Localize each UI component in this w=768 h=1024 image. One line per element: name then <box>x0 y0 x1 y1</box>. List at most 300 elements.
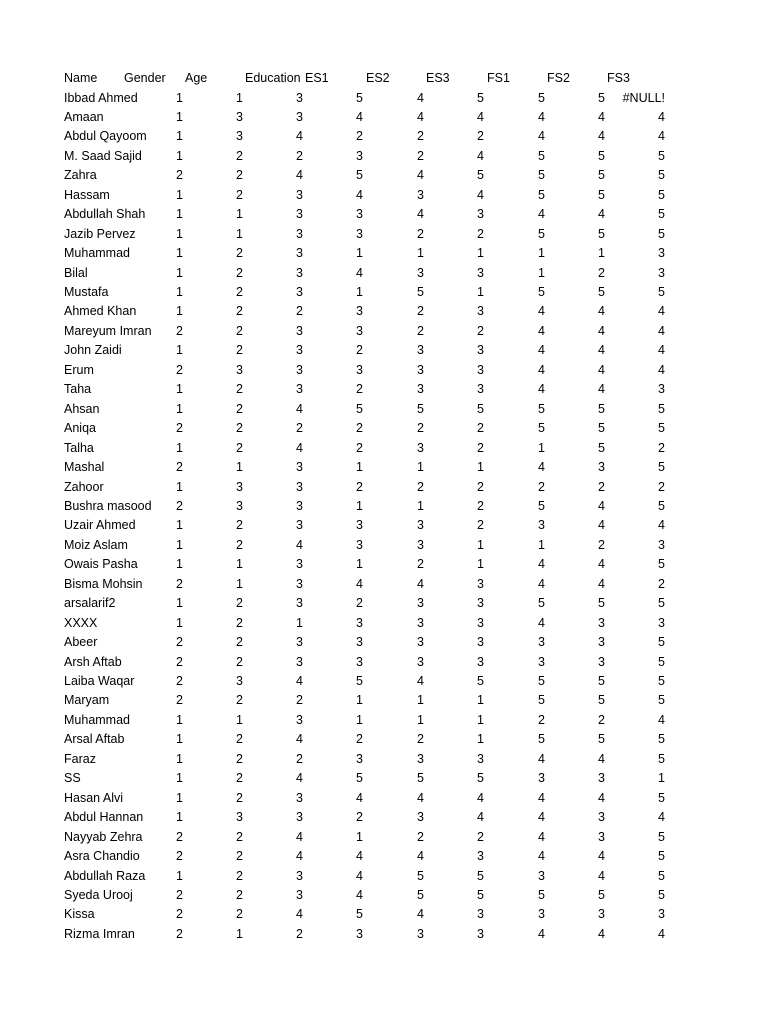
cell-gender[interactable]: 1 <box>176 596 183 611</box>
cell-es2[interactable]: 3 <box>417 810 424 825</box>
cell-education[interactable]: 4 <box>296 907 303 922</box>
cell-age[interactable]: 2 <box>236 421 243 436</box>
cell-es3[interactable]: 3 <box>477 635 484 650</box>
cell-es1[interactable]: 1 <box>356 498 363 513</box>
cell-es3[interactable]: 1 <box>477 693 484 708</box>
cell-es2[interactable]: 3 <box>417 654 424 669</box>
cell-fs3[interactable]: 5 <box>658 693 665 708</box>
cell-es1[interactable]: 3 <box>356 148 363 163</box>
cell-es2[interactable]: 5 <box>417 285 424 299</box>
cell-education[interactable]: 3 <box>296 635 303 650</box>
cell-gender[interactable]: 1 <box>176 771 183 786</box>
cell-es1[interactable]: 3 <box>356 226 363 241</box>
cell-name[interactable]: Mashal <box>64 460 105 475</box>
cell-education[interactable]: 3 <box>296 246 303 261</box>
cell-education[interactable]: 2 <box>296 693 303 708</box>
cell-fs1[interactable]: 3 <box>538 771 545 786</box>
cell-es2[interactable]: 2 <box>417 304 424 319</box>
cell-name[interactable]: Ibbad Ahmed <box>64 90 138 105</box>
cell-age[interactable]: 2 <box>236 693 243 708</box>
cell-age[interactable]: 2 <box>236 887 243 902</box>
cell-es3[interactable]: 2 <box>477 226 484 241</box>
cell-fs3[interactable]: 5 <box>658 829 665 844</box>
cell-fs2[interactable]: 5 <box>598 187 605 202</box>
cell-gender[interactable]: 1 <box>176 265 183 280</box>
cell-gender[interactable]: 1 <box>176 868 183 883</box>
cell-name[interactable]: Bushra masood <box>64 498 152 513</box>
cell-name[interactable]: Zahoor <box>64 479 104 494</box>
cell-es3[interactable]: 5 <box>477 401 484 416</box>
cell-es3[interactable]: 1 <box>477 246 484 261</box>
cell-fs1[interactable]: 3 <box>538 518 545 533</box>
cell-name[interactable]: Abdullah Shah <box>64 207 146 222</box>
cell-fs3[interactable]: 4 <box>658 518 665 533</box>
cell-age[interactable]: 2 <box>236 304 243 319</box>
cell-es3[interactable]: 3 <box>477 907 484 922</box>
cell-name[interactable]: arsalarif2 <box>64 596 116 611</box>
cell-es1[interactable]: 1 <box>356 557 363 572</box>
cell-fs1[interactable]: 4 <box>538 576 545 591</box>
cell-fs1[interactable]: 5 <box>538 90 545 105</box>
cell-gender[interactable]: 2 <box>176 168 183 183</box>
cell-age[interactable]: 2 <box>236 771 243 786</box>
cell-fs3[interactable]: 2 <box>658 576 665 591</box>
header-cell-age[interactable]: Age <box>185 71 208 85</box>
cell-name[interactable]: Abdul Hannan <box>64 810 144 825</box>
cell-es1[interactable]: 1 <box>356 246 363 261</box>
cell-education[interactable]: 1 <box>296 615 303 630</box>
cell-fs2[interactable]: 4 <box>598 382 605 397</box>
cell-es1[interactable]: 1 <box>356 693 363 708</box>
cell-fs2[interactable]: 5 <box>598 887 605 902</box>
cell-es3[interactable]: 5 <box>477 868 484 883</box>
cell-education[interactable]: 3 <box>296 207 303 222</box>
cell-gender[interactable]: 2 <box>176 498 183 513</box>
cell-es3[interactable]: 3 <box>477 304 484 319</box>
cell-es2[interactable]: 2 <box>417 226 424 241</box>
cell-es2[interactable]: 2 <box>417 129 424 144</box>
header-cell-education[interactable]: Education <box>245 71 301 85</box>
cell-education[interactable]: 3 <box>296 790 303 805</box>
cell-fs2[interactable]: 2 <box>598 712 605 727</box>
cell-fs1[interactable]: 5 <box>538 693 545 708</box>
cell-fs1[interactable]: 5 <box>538 168 545 183</box>
cell-education[interactable]: 3 <box>296 576 303 591</box>
cell-es2[interactable]: 2 <box>417 829 424 844</box>
cell-es3[interactable]: 2 <box>477 440 484 455</box>
cell-fs2[interactable]: 3 <box>598 635 605 650</box>
cell-es2[interactable]: 3 <box>417 635 424 650</box>
cell-name[interactable]: Jazib Pervez <box>64 226 136 241</box>
cell-es2[interactable]: 4 <box>417 849 424 864</box>
cell-es1[interactable]: 4 <box>356 868 363 883</box>
cell-age[interactable]: 2 <box>236 285 243 299</box>
header-cell-es3[interactable]: ES3 <box>426 71 450 85</box>
cell-es2[interactable]: 4 <box>417 90 424 105</box>
cell-name[interactable]: Arsal Aftab <box>64 732 125 747</box>
cell-education[interactable]: 3 <box>296 868 303 883</box>
cell-gender[interactable]: 1 <box>176 148 183 163</box>
cell-name[interactable]: XXXX <box>64 615 98 630</box>
cell-age[interactable]: 2 <box>236 440 243 455</box>
cell-fs1[interactable]: 4 <box>538 849 545 864</box>
cell-es3[interactable]: 3 <box>477 362 484 377</box>
cell-es2[interactable]: 4 <box>417 674 424 688</box>
cell-fs2[interactable]: 5 <box>598 90 605 105</box>
cell-es1[interactable]: 4 <box>356 849 363 864</box>
cell-fs2[interactable]: 2 <box>598 479 605 494</box>
cell-fs2[interactable]: 3 <box>598 654 605 669</box>
cell-gender[interactable]: 1 <box>176 479 183 494</box>
cell-gender[interactable]: 1 <box>176 246 183 261</box>
cell-fs3[interactable]: 4 <box>658 343 665 358</box>
cell-es1[interactable]: 1 <box>356 712 363 727</box>
cell-fs3[interactable]: 4 <box>658 926 665 941</box>
cell-es1[interactable]: 3 <box>356 751 363 766</box>
cell-gender[interactable]: 1 <box>176 285 183 299</box>
cell-gender[interactable]: 1 <box>176 343 183 358</box>
cell-fs2[interactable]: 5 <box>598 401 605 416</box>
cell-age[interactable]: 1 <box>236 926 243 941</box>
cell-gender[interactable]: 2 <box>176 849 183 864</box>
cell-gender[interactable]: 2 <box>176 576 183 591</box>
cell-education[interactable]: 3 <box>296 285 303 299</box>
cell-education[interactable]: 2 <box>296 304 303 319</box>
cell-es3[interactable]: 2 <box>477 829 484 844</box>
cell-age[interactable]: 2 <box>236 849 243 864</box>
cell-es1[interactable]: 3 <box>356 654 363 669</box>
cell-fs2[interactable]: 2 <box>598 537 605 552</box>
cell-fs2[interactable]: 5 <box>598 693 605 708</box>
cell-name[interactable]: Taha <box>64 382 92 397</box>
cell-age[interactable]: 2 <box>236 868 243 883</box>
cell-name[interactable]: Zahra <box>64 168 97 183</box>
cell-es3[interactable]: 2 <box>477 498 484 513</box>
header-cell-gender[interactable]: Gender <box>124 71 166 85</box>
cell-age[interactable]: 3 <box>236 810 243 825</box>
cell-fs3[interactable]: 5 <box>658 285 665 299</box>
cell-education[interactable]: 4 <box>296 168 303 183</box>
cell-fs2[interactable]: 4 <box>598 751 605 766</box>
cell-es1[interactable]: 5 <box>356 674 363 688</box>
cell-fs1[interactable]: 5 <box>538 674 545 688</box>
cell-es1[interactable]: 3 <box>356 362 363 377</box>
cell-education[interactable]: 2 <box>296 421 303 436</box>
cell-age[interactable]: 2 <box>236 790 243 805</box>
cell-gender[interactable]: 1 <box>176 751 183 766</box>
cell-es2[interactable]: 3 <box>417 265 424 280</box>
cell-fs3[interactable]: 5 <box>658 887 665 902</box>
cell-fs3[interactable]: 3 <box>658 382 665 397</box>
cell-gender[interactable]: 1 <box>176 382 183 397</box>
cell-es2[interactable]: 2 <box>417 479 424 494</box>
cell-education[interactable]: 3 <box>296 343 303 358</box>
cell-age[interactable]: 2 <box>236 732 243 747</box>
cell-name[interactable]: John Zaidi <box>64 343 122 358</box>
cell-fs2[interactable]: 3 <box>598 615 605 630</box>
cell-es2[interactable]: 2 <box>417 323 424 338</box>
cell-es2[interactable]: 4 <box>417 790 424 805</box>
cell-age[interactable]: 2 <box>236 907 243 922</box>
cell-age[interactable]: 2 <box>236 654 243 669</box>
cell-fs2[interactable]: 4 <box>598 343 605 358</box>
cell-education[interactable]: 4 <box>296 440 303 455</box>
cell-fs3[interactable]: 5 <box>658 596 665 611</box>
cell-name[interactable]: Mareyum Imran <box>64 323 152 338</box>
cell-es3[interactable]: 4 <box>477 109 484 124</box>
cell-name[interactable]: Ahmed Khan <box>64 304 137 319</box>
cell-gender[interactable]: 1 <box>176 304 183 319</box>
cell-age[interactable]: 1 <box>236 460 243 475</box>
cell-age[interactable]: 2 <box>236 829 243 844</box>
cell-name[interactable]: Moiz Aslam <box>64 537 128 552</box>
cell-age[interactable]: 2 <box>236 246 243 261</box>
cell-fs1[interactable]: 2 <box>538 479 545 494</box>
cell-fs1[interactable]: 4 <box>538 829 545 844</box>
cell-education[interactable]: 3 <box>296 460 303 475</box>
cell-es2[interactable]: 5 <box>417 868 424 883</box>
cell-fs3[interactable]: 5 <box>658 751 665 766</box>
cell-es1[interactable]: 3 <box>356 926 363 941</box>
cell-name[interactable]: Aniqa <box>64 421 96 436</box>
cell-es3[interactable]: 2 <box>477 323 484 338</box>
cell-age[interactable]: 2 <box>236 323 243 338</box>
cell-gender[interactable]: 2 <box>176 926 183 941</box>
cell-es3[interactable]: 3 <box>477 343 484 358</box>
cell-es2[interactable]: 1 <box>417 498 424 513</box>
cell-gender[interactable]: 2 <box>176 693 183 708</box>
cell-fs1[interactable]: 2 <box>538 712 545 727</box>
cell-es2[interactable]: 2 <box>417 732 424 747</box>
cell-fs1[interactable]: 5 <box>538 421 545 436</box>
cell-es1[interactable]: 2 <box>356 382 363 397</box>
header-cell-fs3[interactable]: FS3 <box>607 71 630 85</box>
cell-es2[interactable]: 3 <box>417 596 424 611</box>
cell-fs1[interactable]: 5 <box>538 401 545 416</box>
cell-es3[interactable]: 3 <box>477 849 484 864</box>
cell-fs3[interactable]: 3 <box>658 246 665 261</box>
cell-gender[interactable]: 2 <box>176 635 183 650</box>
cell-fs1[interactable]: 5 <box>538 732 545 747</box>
cell-name[interactable]: Amaan <box>64 109 104 124</box>
cell-age[interactable]: 1 <box>236 712 243 727</box>
cell-es2[interactable]: 1 <box>417 712 424 727</box>
cell-es1[interactable]: 1 <box>356 460 363 475</box>
cell-fs3[interactable]: 4 <box>658 109 665 124</box>
cell-es1[interactable]: 4 <box>356 265 363 280</box>
cell-fs3[interactable]: 5 <box>658 226 665 241</box>
cell-fs3[interactable]: 5 <box>658 421 665 436</box>
cell-name[interactable]: Arsh Aftab <box>64 654 122 669</box>
cell-fs1[interactable]: 3 <box>538 654 545 669</box>
cell-fs1[interactable]: 1 <box>538 440 545 455</box>
cell-age[interactable]: 1 <box>236 226 243 241</box>
cell-es1[interactable]: 2 <box>356 596 363 611</box>
cell-fs2[interactable]: 4 <box>598 362 605 377</box>
header-cell-name[interactable]: Name <box>64 71 98 85</box>
cell-fs2[interactable]: 4 <box>598 790 605 805</box>
cell-gender[interactable]: 1 <box>176 518 183 533</box>
cell-education[interactable]: 2 <box>296 926 303 941</box>
cell-es3[interactable]: 5 <box>477 168 484 183</box>
cell-gender[interactable]: 1 <box>176 440 183 455</box>
cell-education[interactable]: 2 <box>296 751 303 766</box>
cell-education[interactable]: 4 <box>296 732 303 747</box>
cell-es3[interactable]: 5 <box>477 887 484 902</box>
cell-name[interactable]: Muhammad <box>64 246 130 261</box>
cell-es1[interactable]: 4 <box>356 576 363 591</box>
cell-fs2[interactable]: 5 <box>598 421 605 436</box>
cell-fs2[interactable]: 4 <box>598 849 605 864</box>
cell-fs2[interactable]: 4 <box>598 557 605 572</box>
cell-age[interactable]: 2 <box>236 265 243 280</box>
cell-education[interactable]: 3 <box>296 323 303 338</box>
cell-fs2[interactable]: 5 <box>598 732 605 747</box>
cell-fs3[interactable]: 5 <box>658 635 665 650</box>
cell-age[interactable]: 1 <box>236 207 243 222</box>
cell-fs3[interactable]: 5 <box>658 557 665 572</box>
cell-gender[interactable]: 2 <box>176 674 183 688</box>
cell-age[interactable]: 2 <box>236 635 243 650</box>
cell-es2[interactable]: 4 <box>417 907 424 922</box>
cell-es2[interactable]: 3 <box>417 751 424 766</box>
cell-es1[interactable]: 3 <box>356 537 363 552</box>
cell-education[interactable]: 3 <box>296 226 303 241</box>
cell-name[interactable]: SS <box>64 771 81 786</box>
cell-es3[interactable]: 5 <box>477 771 484 786</box>
cell-fs3[interactable]: 5 <box>658 654 665 669</box>
cell-es3[interactable]: 3 <box>477 615 484 630</box>
cell-es1[interactable]: 4 <box>356 887 363 902</box>
cell-es1[interactable]: 4 <box>356 187 363 202</box>
cell-fs2[interactable]: 4 <box>598 868 605 883</box>
cell-es1[interactable]: 2 <box>356 732 363 747</box>
cell-fs1[interactable]: 1 <box>538 265 545 280</box>
cell-age[interactable]: 1 <box>236 90 243 105</box>
cell-gender[interactable]: 1 <box>176 790 183 805</box>
cell-fs3[interactable]: 4 <box>658 810 665 825</box>
cell-fs1[interactable]: 4 <box>538 323 545 338</box>
cell-fs2[interactable]: 5 <box>598 168 605 183</box>
cell-fs2[interactable]: 4 <box>598 323 605 338</box>
cell-es2[interactable]: 3 <box>417 343 424 358</box>
cell-fs3[interactable]: 5 <box>658 674 665 688</box>
cell-es3[interactable]: 3 <box>477 576 484 591</box>
cell-fs1[interactable]: 5 <box>538 887 545 902</box>
cell-education[interactable]: 3 <box>296 518 303 533</box>
cell-fs1[interactable]: 4 <box>538 362 545 377</box>
cell-es2[interactable]: 4 <box>417 168 424 183</box>
cell-es3[interactable]: 5 <box>477 674 484 688</box>
cell-es3[interactable]: 3 <box>477 382 484 397</box>
cell-fs3[interactable]: 5 <box>658 849 665 864</box>
cell-education[interactable]: 3 <box>296 712 303 727</box>
cell-education[interactable]: 4 <box>296 829 303 844</box>
cell-es2[interactable]: 5 <box>417 771 424 786</box>
cell-education[interactable]: 4 <box>296 771 303 786</box>
cell-es2[interactable]: 4 <box>417 576 424 591</box>
cell-fs2[interactable]: 3 <box>598 907 605 922</box>
cell-fs2[interactable]: 4 <box>598 304 605 319</box>
cell-fs1[interactable]: 4 <box>538 790 545 805</box>
cell-es3[interactable]: 3 <box>477 596 484 611</box>
cell-fs3[interactable]: 3 <box>658 907 665 922</box>
cell-fs3[interactable]: 4 <box>658 712 665 727</box>
cell-es2[interactable]: 3 <box>417 382 424 397</box>
cell-fs3[interactable]: 5 <box>658 401 665 416</box>
cell-es3[interactable]: 2 <box>477 129 484 144</box>
cell-fs3[interactable]: 3 <box>658 537 665 552</box>
cell-fs1[interactable]: 5 <box>538 498 545 513</box>
cell-name[interactable]: Kissa <box>64 907 95 922</box>
cell-age[interactable]: 2 <box>236 518 243 533</box>
cell-gender[interactable]: 1 <box>176 207 183 222</box>
cell-es1[interactable]: 2 <box>356 129 363 144</box>
cell-education[interactable]: 3 <box>296 654 303 669</box>
cell-education[interactable]: 3 <box>296 109 303 124</box>
cell-es1[interactable]: 5 <box>356 907 363 922</box>
cell-gender[interactable]: 1 <box>176 615 183 630</box>
cell-age[interactable]: 3 <box>236 498 243 513</box>
cell-gender[interactable]: 1 <box>176 557 183 572</box>
cell-fs2[interactable]: 5 <box>598 440 605 455</box>
cell-es2[interactable]: 1 <box>417 693 424 708</box>
cell-fs1[interactable]: 4 <box>538 810 545 825</box>
cell-education[interactable]: 4 <box>296 674 303 688</box>
cell-name[interactable]: Abdul Qayoom <box>64 129 147 144</box>
cell-gender[interactable]: 1 <box>176 537 183 552</box>
cell-gender[interactable]: 2 <box>176 421 183 436</box>
cell-es3[interactable]: 2 <box>477 479 484 494</box>
cell-es2[interactable]: 2 <box>417 557 424 572</box>
cell-es1[interactable]: 2 <box>356 440 363 455</box>
cell-es2[interactable]: 3 <box>417 440 424 455</box>
cell-name[interactable]: Owais Pasha <box>64 557 138 572</box>
cell-fs2[interactable]: 4 <box>598 109 605 124</box>
cell-education[interactable]: 3 <box>296 187 303 202</box>
cell-fs1[interactable]: 3 <box>538 635 545 650</box>
cell-age[interactable]: 3 <box>236 674 243 688</box>
cell-name[interactable]: Abeer <box>64 635 98 650</box>
cell-fs1[interactable]: 4 <box>538 926 545 941</box>
cell-fs2[interactable]: 1 <box>598 246 605 261</box>
cell-es1[interactable]: 4 <box>356 790 363 805</box>
cell-fs3[interactable]: 4 <box>658 362 665 377</box>
cell-education[interactable]: 2 <box>296 148 303 163</box>
cell-es1[interactable]: 5 <box>356 401 363 416</box>
cell-gender[interactable]: 1 <box>176 810 183 825</box>
cell-gender[interactable]: 2 <box>176 907 183 922</box>
cell-education[interactable]: 3 <box>296 498 303 513</box>
cell-fs3[interactable]: 5 <box>658 460 665 475</box>
cell-es3[interactable]: 3 <box>477 751 484 766</box>
cell-fs3[interactable]: #NULL! <box>622 90 665 105</box>
cell-education[interactable]: 3 <box>296 382 303 397</box>
cell-name[interactable]: Abdullah Raza <box>64 868 146 883</box>
cell-gender[interactable]: 2 <box>176 460 183 475</box>
cell-es1[interactable]: 1 <box>356 285 363 299</box>
cell-education[interactable]: 3 <box>296 362 303 377</box>
header-cell-fs1[interactable]: FS1 <box>487 71 510 85</box>
cell-fs3[interactable]: 5 <box>658 790 665 805</box>
cell-name[interactable]: Faraz <box>64 751 96 766</box>
cell-fs3[interactable]: 5 <box>658 187 665 202</box>
cell-name[interactable]: Hasan Alvi <box>64 790 124 805</box>
cell-es3[interactable]: 1 <box>477 537 484 552</box>
cell-fs3[interactable]: 5 <box>658 498 665 513</box>
cell-es1[interactable]: 4 <box>356 109 363 124</box>
cell-name[interactable]: Hassam <box>64 187 110 202</box>
